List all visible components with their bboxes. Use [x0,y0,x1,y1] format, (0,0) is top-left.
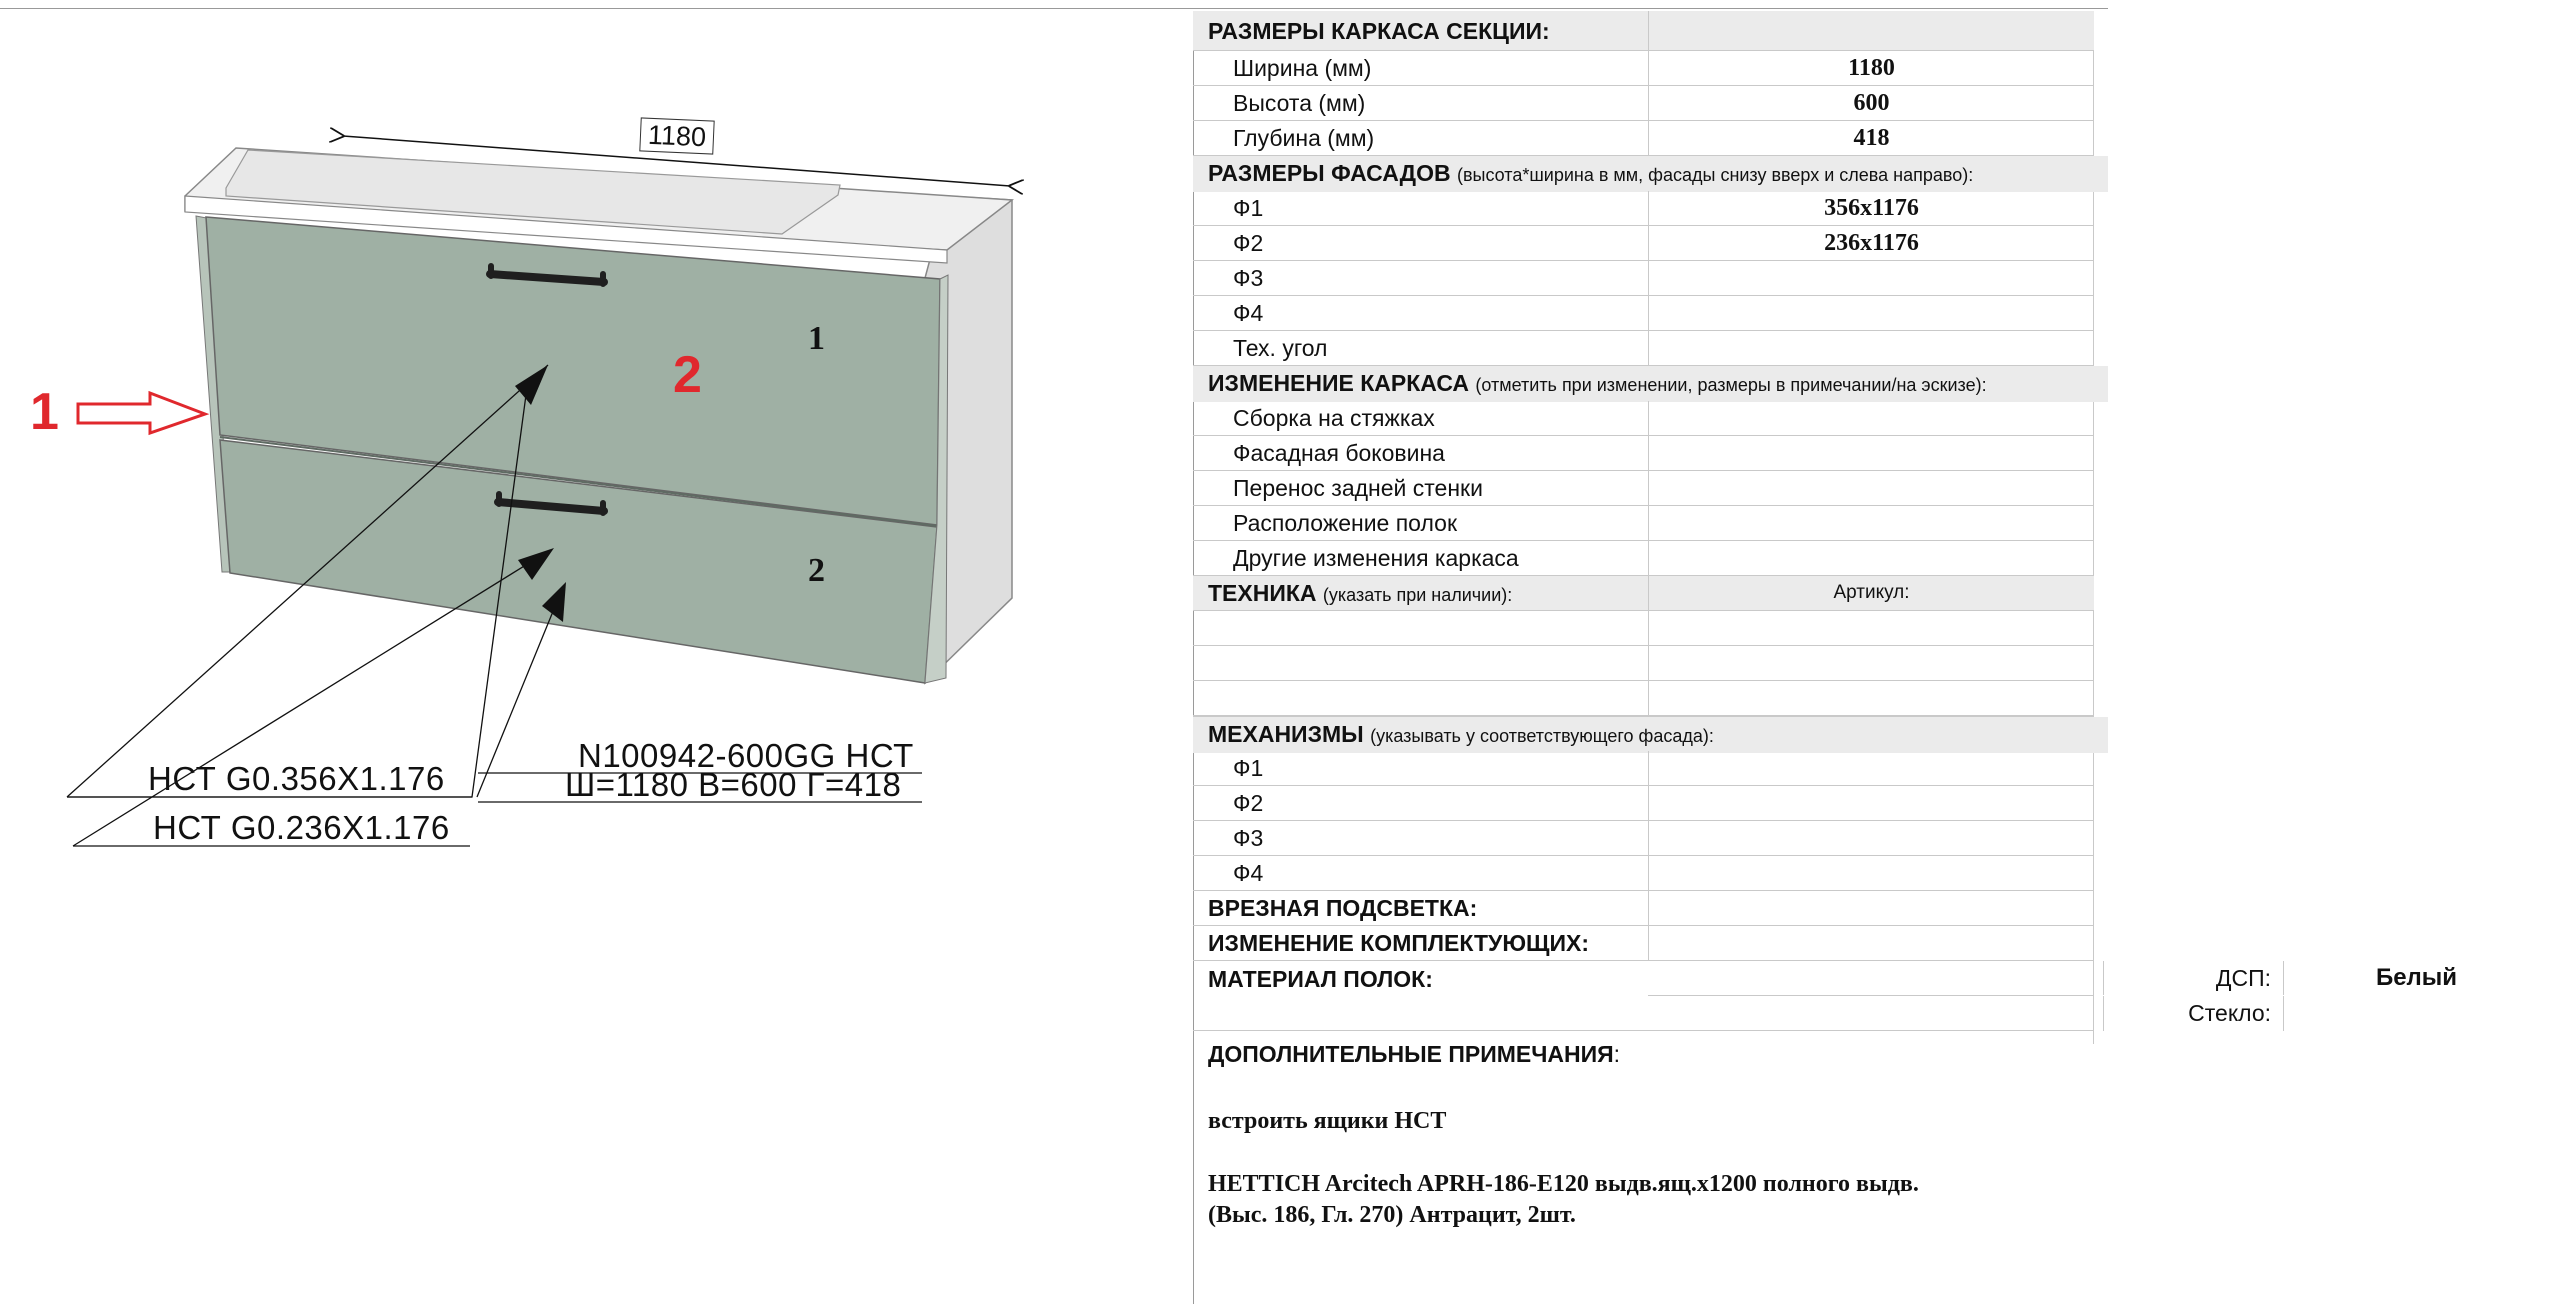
facade-f4-label: Ф4 [1233,300,1264,326]
tech-article-cell[interactable] [1648,646,2094,680]
frame-change-row [1193,401,2093,436]
callout-dimensions: Ш=1180 В=600 Г=418 [565,766,902,803]
frame-size-section [1193,11,2093,51]
frame-change-other-label: Другие изменения каркаса [1233,545,1519,571]
mech-f3-value[interactable] [1648,821,2094,855]
facade-row-tech-corner [1193,331,2093,366]
facade-row-f1 [1193,191,2093,226]
tech-row [1193,681,2093,716]
frame-change-ties-label: Сборка на стяжках [1233,405,1435,431]
frame-depth-value[interactable]: 418 [1648,121,2094,155]
components-label: ИЗМЕНЕНИЕ КОМПЛЕКТУЮЩИХ: [1208,930,1590,956]
facade-f2-label: Ф2 [1233,230,1264,256]
note-line: (Выс. 186, Гл. 270) Антрацит, 2шт. [1208,1202,1576,1228]
frame-width-value[interactable]: 1180 [1648,51,2094,85]
dsp-value[interactable]: Белый [2283,961,2549,995]
note-line: встроить ящики НСТ [1208,1108,1447,1134]
backlight-row [1193,891,2093,926]
cabinet-drawing [0,0,1190,1304]
frame-height-value[interactable]: 600 [1648,86,2094,120]
facade-size-header: РАЗМЕРЫ ФАСАДОВ [1208,160,1451,186]
facade-row-f3 [1193,261,2093,296]
frame-change-row [1193,541,2093,576]
dsp-label: ДСП: [2103,961,2283,995]
frame-row-depth [1193,121,2093,156]
frame-change-shelves-value[interactable] [1648,506,2094,540]
frame-change-shelves-label: Расположение полок [1233,510,1458,536]
backlight-value[interactable] [1648,891,2094,925]
frame-width-label: Ширина (мм) [1233,55,1372,81]
tech-row [1193,611,2093,646]
facade-f3-value[interactable] [1648,261,2094,295]
frame-change-row [1193,471,2093,506]
glass-label: Стекло: [2103,996,2283,1031]
mech-row [1193,856,2093,891]
frame-height-label: Высота (мм) [1233,90,1366,116]
facade-f3-label: Ф3 [1233,265,1264,291]
dimension-width-label: 1180 [639,117,714,154]
frame-change-hint: (отметить при изменении, размеры в примечании/на эскизе): [1475,375,1987,395]
mech-row [1193,821,2093,856]
facade-size-section [1193,156,2093,191]
mech-hint: (указывать у соответствующего фасада): [1370,726,1714,746]
tech-article-cell[interactable] [1648,681,2094,715]
frame-change-row [1193,436,2093,471]
mech-row [1193,751,2093,786]
mech-f4-label: Ф4 [1233,860,1264,886]
tech-corner-value[interactable] [1648,331,2094,365]
callout-facade-2: НСТ G0.236X1.176 [153,809,450,846]
red-marker-2: 2 [673,346,702,404]
red-marker-1: 1 [30,383,59,441]
front-number-1: 1 [808,320,825,357]
mech-header: МЕХАНИЗМЫ [1208,721,1364,747]
facade-row-f4 [1193,296,2093,331]
mech-f4-value[interactable] [1648,856,2094,890]
mech-row [1193,786,2093,821]
frame-change-header: ИЗМЕНЕНИЕ КАРКАСА [1208,370,1469,396]
frame-size-header: РАЗМЕРЫ КАРКАСА СЕКЦИИ: [1208,18,1550,44]
mech-section [1193,716,2093,751]
frame-row-height [1193,86,2093,121]
tech-section [1193,576,2093,611]
components-value[interactable] [1648,926,2094,960]
frame-change-back-wall-value[interactable] [1648,471,2094,505]
tech-header: ТЕХНИКА [1208,580,1317,606]
frame-change-section [1193,366,2093,401]
notes-header: ДОПОЛНИТЕЛЬНЫЕ ПРИМЕЧАНИЯ: [1208,1041,1621,1067]
frame-row-width [1193,51,2093,86]
shelf-material-row [1193,961,2458,1031]
frame-change-back-wall-label: Перенос задней стенки [1233,475,1483,501]
facade-f4-value[interactable] [1648,296,2094,330]
frame-depth-label: Глубина (мм) [1233,125,1375,151]
front-number-2: 2 [808,552,825,589]
tech-name-cell[interactable] [1193,681,1648,715]
frame-change-other-value[interactable] [1648,541,2094,575]
red-arrow-marker [78,393,205,433]
facade-f1-label: Ф1 [1233,195,1264,221]
notes-area[interactable] [1193,1031,2093,1306]
backlight-label: ВРЕЗНАЯ ПОДСВЕТКА: [1208,895,1478,921]
tech-hint: (указать при наличии): [1322,585,1513,605]
facade-row-f2 [1193,226,2093,261]
callout-article: N100942-600GG НСТ [578,737,914,774]
tech-name-cell[interactable] [1193,611,1648,645]
glass-value[interactable] [2283,996,2549,1031]
facade-f1-value[interactable]: 356x1176 [1648,191,2094,225]
facade-f2-value[interactable]: 236x1176 [1648,226,2094,260]
mech-f2-value[interactable] [1648,786,2094,820]
callout-facade-1: НСТ G0.356X1.176 [148,760,445,797]
tech-corner-label: Тех. угол [1233,335,1328,361]
frame-change-ties-value[interactable] [1648,401,2094,435]
frame-change-facade-side-label: Фасадная боковина [1233,440,1445,466]
mech-f1-value[interactable] [1648,751,2094,785]
tech-name-cell[interactable] [1193,646,1648,680]
mech-f1-label: Ф1 [1233,755,1264,781]
note-line: HETTICH Arcitech APRH-186-E120 выдв.ящ.x1200 полного выдв. [1208,1171,1919,1197]
mech-f3-label: Ф3 [1233,825,1264,851]
components-row [1193,926,2093,961]
frame-change-facade-side-value[interactable] [1648,436,2094,470]
mech-f2-label: Ф2 [1233,790,1264,816]
tech-article-cell[interactable] [1648,611,2094,645]
frame-change-row [1193,506,2093,541]
facade-size-hint: (высота*ширина в мм, фасады снизу вверх и слева направо): [1456,165,1974,185]
cabinet-sketch [0,0,1190,1304]
tech-row [1193,646,2093,681]
shelf-material-label: МАТЕРИАЛ ПОЛОК: [1208,966,1433,992]
tech-article-label: Артикул: [1648,576,2094,610]
